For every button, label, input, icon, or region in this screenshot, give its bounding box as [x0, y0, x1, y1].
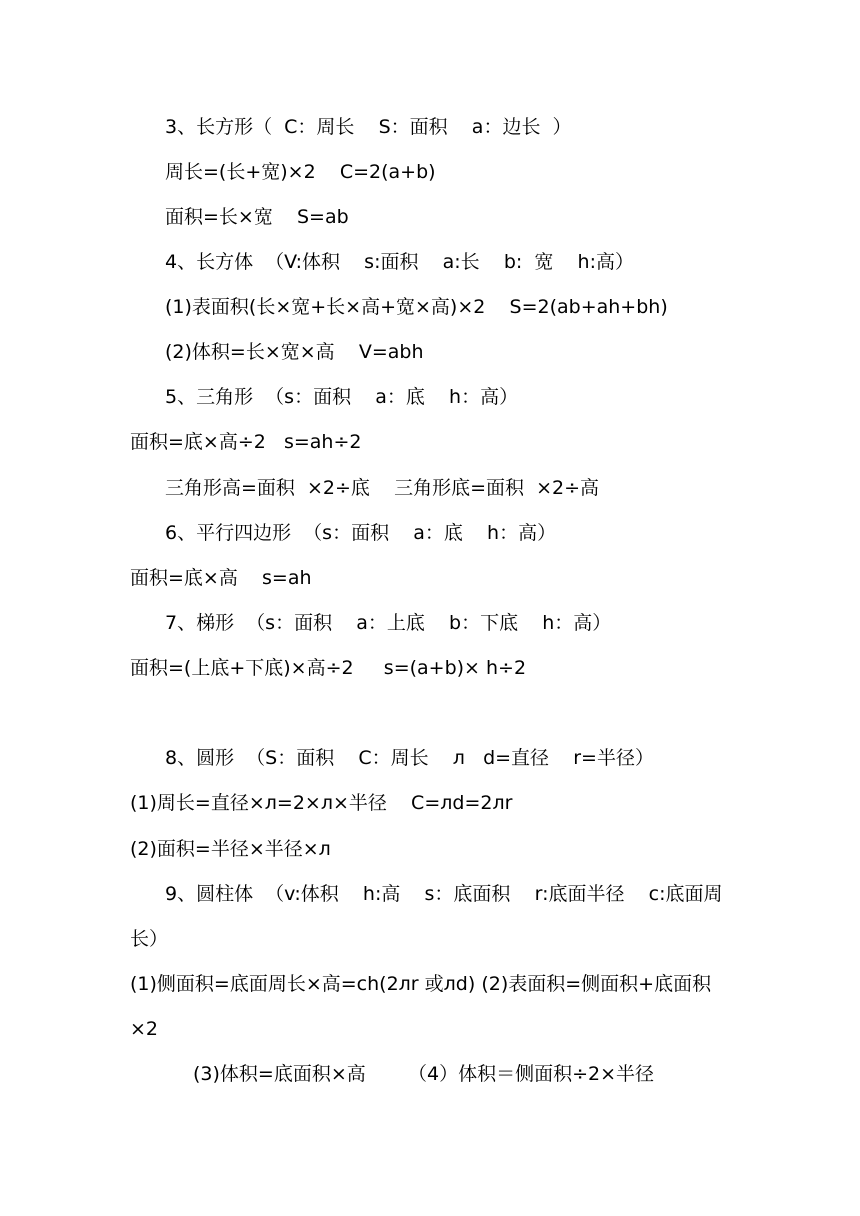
rectangle-area-formula: 面积=长×宽 S=ab	[165, 206, 349, 228]
section-triangle-heading: 5、三角形 （s：面积 a：底 h：高）	[165, 386, 519, 408]
cylinder-volume-formula: (3)体积=底面积×高 （4）体积＝侧面积÷2×半径	[193, 1063, 655, 1085]
cuboid-surface-area-formula: (1)表面积(长×宽+长×高+宽×高)×2 S=2(ab+ah+bh)	[165, 296, 668, 318]
section-circle-heading: 8、圆形 （S：面积 C：周长 л d=直径 r=半径）	[165, 747, 654, 769]
section-parallelogram-heading: 6、平行四边形 （s：面积 a：底 h：高）	[165, 522, 557, 544]
circle-perimeter-formula: (1)周长=直径×л=2×л×半径 C=лd=2лr	[130, 792, 513, 814]
trapezoid-area-formula: 面积=(上底+下底)×高÷2 s=(a+b)× h÷2	[130, 657, 527, 679]
section-cylinder-heading: 9、圆柱体 （v:体积 h:高 s：底面积 r:底面半径 c:底面周	[165, 883, 723, 905]
section-cylinder-heading-continued: 长）	[130, 928, 169, 950]
circle-area-formula: (2)面积=半径×半径×л	[130, 838, 331, 860]
section-rectangle-heading: 3、长方形（ C：周长 S：面积 a：边长 ）	[165, 116, 572, 138]
triangle-height-base-formula: 三角形高=面积 ×2÷底 三角形底=面积 ×2÷高	[165, 477, 600, 499]
cylinder-surface-formula-continued: ×2	[130, 1018, 159, 1040]
parallelogram-area-formula: 面积=底×高 s=ah	[130, 567, 312, 589]
cuboid-volume-formula: (2)体积=长×宽×高 V=abh	[165, 341, 424, 363]
rectangle-perimeter-formula: 周长=(长+宽)×2 C=2(a+b)	[165, 161, 436, 183]
triangle-area-formula: 面积=底×高÷2 s=ah÷2	[130, 431, 362, 453]
cylinder-side-surface-formula: (1)侧面积=底面周长×高=ch(2лr 或лd) (2)表面积=侧面积+底面积	[130, 973, 712, 995]
section-trapezoid-heading: 7、梯形 （s：面积 a：上底 b：下底 h：高）	[165, 612, 612, 634]
section-cuboid-heading: 4、长方体 （V:体积 s:面积 a:长 b: 宽 h:高）	[165, 251, 634, 273]
